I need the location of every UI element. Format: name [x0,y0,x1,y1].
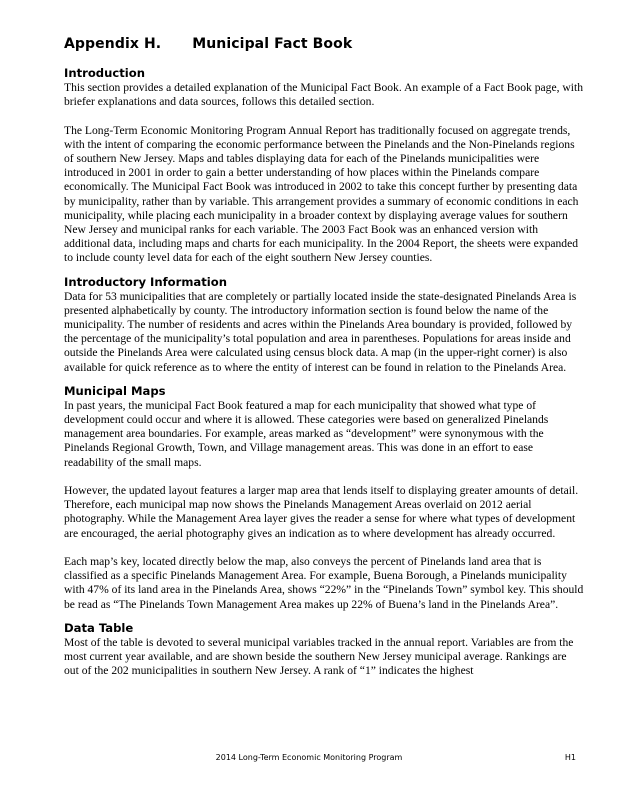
footer-program-name: 2014 Long-Term Economic Monitoring Program [215,753,403,762]
page-number: H1 [564,753,576,762]
appendix-title [64,36,352,52]
paragraph: This section provides a detailed explanation of the Municipal Fact Book. An example of a Fact Book page, with briefer explanations and data sources, follows this detailed section. [64,81,584,109]
paragraph: In past years, the municipal Fact Book featured a map for each municipality that showed what type of development could occur and where it is allowed. These categories were based on generalized Pinelands management area boundaries. For example, areas marked as “development” were synonymous with the Pinelands Regional Growth, Town, and Village management areas. This was done in an effort to ease readability of the small maps. [64,398,549,469]
section-municipal-maps [64,384,584,612]
paragraph: Each map’s key, located directly below the map, also conveys the percent of Pinelands land area that is classified as a specific Pinelands Management Area. For example, Buena Borough, a Pinelands municipality with 47% of its land area in the Pinelands Area, shows “22%” in the “Pinelands Town” symbol key. This should be read as “The Pinelands Town Management Area makes up 22% of Buena’s land in the Pinelands Area”. [64,555,584,611]
section-heading: Introductory Information [64,274,227,289]
paragraph: Data for 53 municipalities that are completely or partially located inside the state-designated Pinelands Area is presented alphabetically by county. The introductory information section is found below the name of the municipality. The number of residents and acres within the Pinelands Area boundary is provided, followed by the percentage of the municipality’s total population and area in parentheses. Populations for areas inside and outside the Pinelands Area were calculated using census block data. A map (in the upper-right corner) is also available for quick reference as to where the entity of interest can be found in relation to the Pinelands Area. [64,289,577,374]
section-introductory-information [64,275,584,375]
paragraph: Most of the table is devoted to several municipal variables tracked in the annual report. Variables are from the most current year available, and are shown beside the southern New Jersey municipal average. Rankings are out of the 202 municipalities in southern New Jersey. A rank of “1” indicates the highest [64,635,574,678]
section-heading: Municipal Maps [64,383,166,398]
section-introduction [64,66,584,266]
section-data-table [64,621,584,679]
appendix-label: Appendix H. [64,36,162,52]
section-heading: Data Table [64,620,134,635]
appendix-heading: Municipal Fact Book [192,36,353,52]
paragraph: However, the updated layout features a larger map area that lends itself to displaying greater amounts of detail. Therefore, each municipal map now shows the Pinelands Management Areas overlaid on 2012 aerial photography. While the Management Area layer gives the reader a sense for where what types of development are encouraged, the aerial photography gives an indication as to where development has already occurred. [64,484,579,540]
document-body [64,66,584,687]
section-heading: Introduction [64,66,145,80]
paragraph: The Long-Term Economic Monitoring Program Annual Report has traditionally focused on aggregate trends, with the intent of comparing the economic performance between the Pinelands and the Non-Pinelands regions of southern New Jersey. Maps and tables displaying data for each of the Pinelands municipalities were introduced in 2001 in order to gain a better understanding of how places within the Pinelands compare economically. The Municipal Fact Book was introduced in 2002 to take this concept further by presenting data by municipality, rather than by variable. This arrangement provides a summary of economic conditions in each municipality, while placing each municipality in a broader context by displaying average values for southern New Jersey and municipal ranks for each variable. The 2003 Fact Book was an enhanced version with additional data, including maps and charts for each municipality. In the 2004 Report, the sheets were expanded to include county level data for each of the eight southern New Jersey counties. [64,123,579,265]
